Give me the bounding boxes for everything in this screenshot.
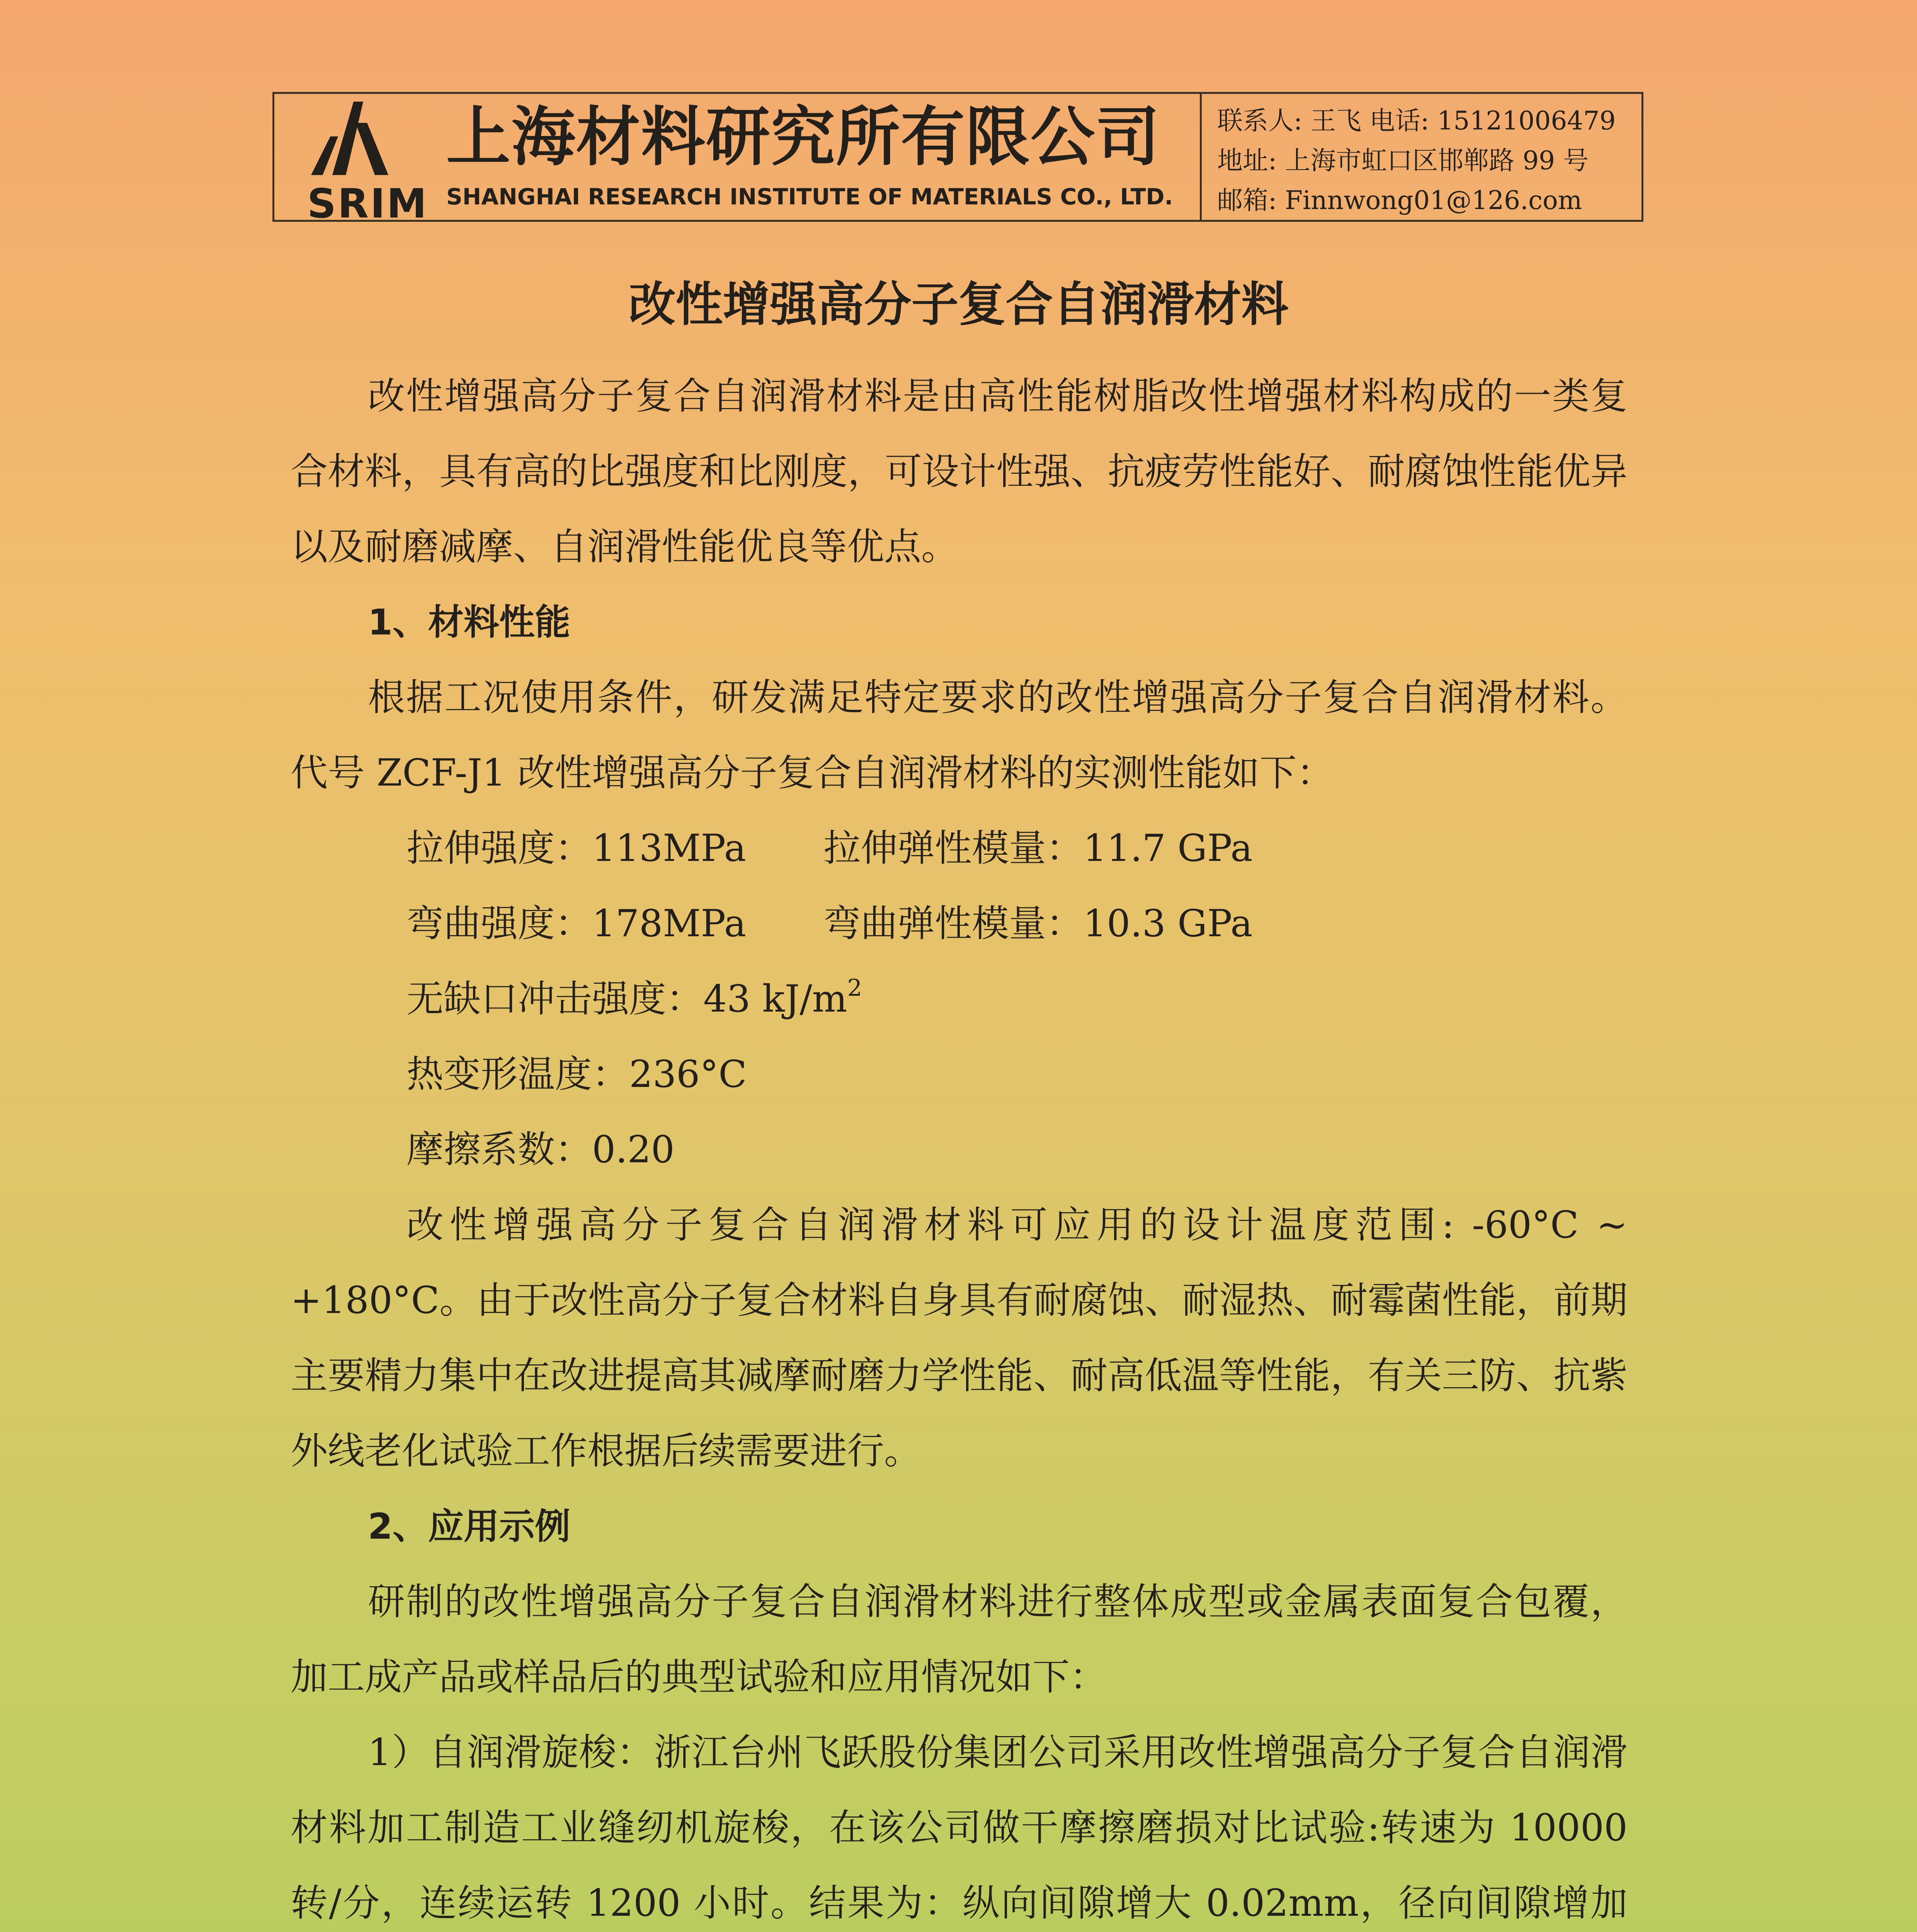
contact-info (1202, 94, 1641, 220)
company-name-cn: 上海材料研究所有限公司 (446, 100, 1160, 175)
tensile-modulus: 拉伸弹性模量：11.7 GPa (823, 827, 1253, 870)
property-row-hdt: 热变形温度：236°C (407, 1053, 747, 1096)
letterhead (272, 92, 1643, 227)
section-heading-applications: 2、应用示例 (368, 1506, 571, 1547)
property-row-friction: 摩擦系数：0.20 (407, 1128, 675, 1171)
property-row-tensile (291, 811, 1628, 886)
contact-person: 联系人: 王飞 电话: 15121006479 (1217, 106, 1616, 136)
section-heading-properties: 1、材料性能 (368, 602, 571, 643)
property-row-impact (291, 961, 1628, 1037)
impact-unit-superscript: 2 (847, 975, 862, 1002)
brand-block (274, 94, 1202, 227)
contact-address: 地址: 上海市虹口区邯郸路 99 号 (1217, 146, 1589, 175)
page-title: 改性增强高分子复合自润滑材料 (628, 277, 1289, 332)
tensile-strength: 拉伸强度：113MPa (407, 827, 747, 870)
applications-paragraph: 研制的改性增强高分子复合自润滑材料进行整体成型或金属表面复合包覆，加工成产品或样品后的典型试验和应用情况如下： (291, 1580, 1628, 1699)
flexural-strength: 弯曲强度：178MPa (407, 902, 747, 945)
article-body (291, 359, 1628, 1932)
company-name-en: SHANGHAI RESEARCH INSTITUTE OF MATERIALS CO., LTD. (446, 184, 1173, 210)
logo-text: SRIM (307, 180, 429, 227)
example-1-paragraph: 1）自润滑旋梭：浙江台州飞跃股份集团公司采用改性增强高分子复合自润滑材料加工制造工业缝纫机旋梭，在该公司做干摩擦磨损对比试验:转速为 10000 转/分，连续运转 1200 小时。结果为：纵向间隙增大 0.02mm，径向间隙增加 (291, 1731, 1628, 1925)
flexural-modulus: 弯曲弹性模量：10.3 GPa (823, 902, 1253, 945)
impact-strength: 无缺口冲击强度：43 kJ/m (407, 977, 847, 1020)
properties-paragraph: 根据工况使用条件，研发满足特定要求的改性增强高分子复合自润滑材料。代号 ZCF-J1 改性增强高分子复合自润滑材料的实测性能如下： (291, 676, 1628, 794)
temperature-paragraph: 改性增强高分子复合自润滑材料可应用的设计温度范围: -60°C ~ +180°C。由于改性高分子复合材料自身具有耐腐蚀、耐湿热、耐霉菌性能，前期主要精力集中在改进提高其减摩耐磨力学性能、耐高低温等性能，有关三防、抗紫外线老化试验工作根据后续需要进行。 (291, 1203, 1628, 1473)
srim-logo-icon (309, 100, 390, 177)
property-row-flexural (291, 886, 1628, 961)
contact-email: 邮箱: Finnwong01@126.com (1217, 185, 1582, 215)
intro-paragraph: 改性增强高分子复合自润滑材料是由高性能树脂改性增强材料构成的一类复合材料，具有高的比强度和比刚度，可设计性强、抗疲劳性能好、耐腐蚀性能优异以及耐磨减摩、自润滑性能优良等优点。 (291, 374, 1628, 568)
